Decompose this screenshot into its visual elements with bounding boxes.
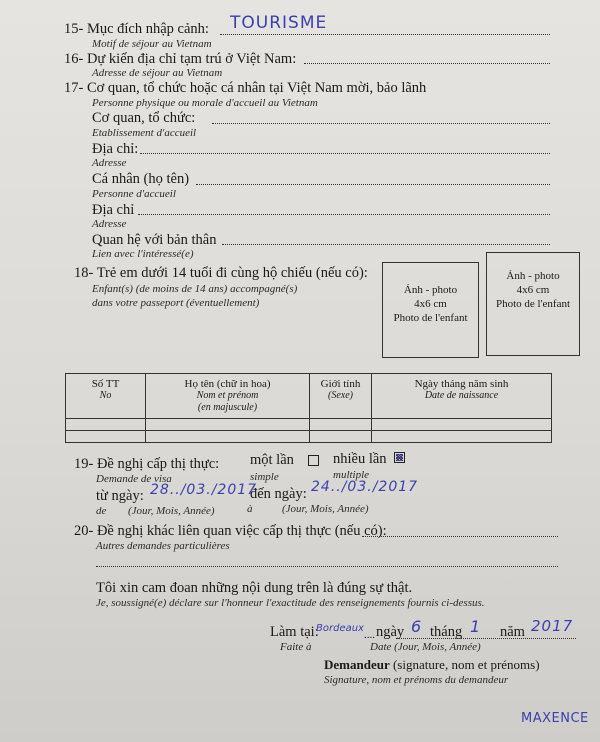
q17-relation-line bbox=[222, 244, 550, 245]
q20-line-1 bbox=[362, 536, 558, 537]
children-table-header bbox=[66, 374, 552, 419]
applicant-line bbox=[324, 657, 540, 673]
month-value: 1 bbox=[470, 617, 482, 636]
col-name-vn: Họ tên (chữ in hoa) bbox=[184, 378, 271, 390]
q15-translation: Motif de séjour au Vietnam bbox=[92, 38, 212, 50]
to-date-label: đến ngày: bbox=[250, 486, 307, 502]
made-at-label: Làm tại: bbox=[270, 624, 319, 640]
q17-person-address-line bbox=[138, 214, 550, 215]
children-table bbox=[65, 373, 552, 443]
q20-line-2 bbox=[96, 566, 558, 567]
col-name bbox=[146, 374, 310, 419]
handwritten-signed-name: MAXENCE bbox=[521, 711, 589, 726]
from-date-label: từ ngày: bbox=[96, 488, 144, 504]
q17-person-translation: Personne d'accueil bbox=[92, 188, 176, 200]
q15-handwritten-value: TOURISME bbox=[230, 13, 328, 33]
q16-translation: Adresse de séjour au Vietnam bbox=[92, 67, 223, 79]
child-photo-box-1 bbox=[382, 262, 479, 358]
q17-relation-label: Quan hệ với bản thân bbox=[92, 232, 217, 248]
single-entry-label: một lần bbox=[250, 452, 294, 468]
year-value: 2017 bbox=[531, 617, 574, 635]
col-sex bbox=[310, 374, 372, 419]
q15-label: 15- Mục đích nhập cảnh: bbox=[64, 21, 209, 37]
q17-translation: Personne physique ou morale d'accueil au Vietnam bbox=[92, 97, 318, 109]
applicant-note: (signature, nom et prénoms) bbox=[392, 657, 540, 672]
col-dob-fr: Date de naissance bbox=[424, 390, 499, 401]
made-at-value: Bordeaux bbox=[316, 623, 364, 634]
q17-org-address-translation: Adresse bbox=[92, 157, 127, 169]
q16-label: 16- Dự kiến địa chỉ tạm trú ở Việt Nam: bbox=[64, 51, 297, 67]
table-row bbox=[66, 431, 552, 443]
col-number-fr: No bbox=[99, 390, 112, 401]
month-label: tháng bbox=[430, 624, 463, 640]
col-sex-vn: Giới tính bbox=[320, 378, 361, 390]
child-photo-box-2 bbox=[486, 252, 580, 356]
to-date-format: (Jour, Mois, Année) bbox=[282, 503, 369, 515]
q17-label: 17- Cơ quan, tổ chức hoặc cá nhân tại Việt Nam mời, bảo lãnh bbox=[64, 80, 427, 96]
q16-line bbox=[304, 63, 550, 64]
q17-org-label: Cơ quan, tổ chức: bbox=[92, 110, 196, 126]
day-label: ngày bbox=[376, 624, 405, 640]
date-line bbox=[396, 638, 576, 639]
photo-1-caption: Photo de l'enfant bbox=[393, 312, 468, 324]
photo-2-label: Ảnh - photo bbox=[506, 270, 560, 282]
q17-person-address-translation: Adresse bbox=[92, 218, 127, 230]
q17-relation-translation: Lien avec l'intéressé(e) bbox=[92, 248, 194, 260]
photo-1-size: 4x6 cm bbox=[414, 298, 447, 310]
to-a: à bbox=[247, 503, 253, 515]
table-row bbox=[66, 419, 552, 431]
date-translation: Date (Jour, Mois, Année) bbox=[370, 641, 481, 653]
multiple-entry-checkbox[interactable] bbox=[394, 452, 405, 463]
applicant-translation: Signature, nom et prénoms du demandeur bbox=[324, 674, 509, 686]
q20-translation: Autres demandes particulières bbox=[96, 540, 230, 552]
declaration-fr: Je, soussigné(e) déclare sur l'honneur l'exactitude des renseignements fournis ci-dessus. bbox=[96, 597, 485, 609]
multiple-entry-translation: multiple bbox=[333, 469, 370, 481]
photo-2-size: 4x6 cm bbox=[516, 284, 550, 296]
from-date-format: (Jour, Mois, Année) bbox=[128, 505, 215, 517]
q15-line bbox=[220, 34, 550, 35]
col-sex-fr: (Sexe) bbox=[328, 390, 353, 401]
q17-person-line bbox=[196, 184, 550, 185]
from-de: de bbox=[96, 505, 107, 517]
q17-org-line bbox=[212, 123, 550, 124]
col-dob bbox=[372, 374, 552, 419]
applicant-label: Demandeur bbox=[324, 657, 390, 672]
q18-translation-1: Enfant(s) (de moins de 14 ans) accompagné(s) bbox=[92, 283, 298, 295]
visa-application-form-page: 15- Mục đích nhập cảnh: TOURISME Motif de séjour au Vietnam 16- Dự kiến địa chỉ tạm trú ở Việt Nam: Adresse de séjour au Vietnam 17- Cơ quan, tổ chức hoặc cá nhân tại Việt Nam mời, bảo lãnh Personne physique ou morale d'accueil au Vietnam Cơ quan, tổ chức: Etablissement d'accueil Địa chỉ: Adresse Cá nhân (họ tên) Personne d'accueil Địa chỉ Adresse Quan hệ với bản thân Lien avec l'intéressé(e) 18- Trẻ em dưới 14 tuổi đi cùng hộ chiếu (nếu có): Enfant(s) (de moins de 14 ans) accompagné(s) dans votre passeport (éventuellement) Ảnh - photo 4x6 cm Photo de l'enfant Ảnh - photo 4x6 cm Photo de l'enfant Số TT No Họ tên (chữ in hoa) Nom et prénom (en majuscule) Giới tính (Sexe) Ngày tháng năm sinh Date de naissance 19- Đề nghị cấp thị thực: một lần nhiều lần Demande de visa simple multiple từ ngày: 28../03./2017. đến ngày: 24../03./2017 de (Jour, Mois, Année) à (Jour, Mois, Année) 20- Đề nghị khác liên quan việc cấp thị thực (nếu có): Autres demandes particulières Tôi xin cam đoan những nội dung trên là đúng sự thật. Je, soussigné(e) déclare sur l'honneur l'exactitude des renseignements fournis ci-dessus. Làm tại: Bordeaux .... ngày 6 tháng 1 năm 2017 Faite à Date (Jour, Mois, Année) Demandeur (signature, nom et prénoms) Signature, nom et prénoms du demandeur MAXENCE bbox=[0, 0, 600, 742]
q17-person-label: Cá nhân (họ tên) bbox=[92, 171, 190, 187]
year-label: năm bbox=[500, 624, 525, 640]
col-number bbox=[66, 374, 146, 419]
q18-translation-2: dans votre passeport (éventuellement) bbox=[92, 297, 260, 309]
q19-label: 19- Đề nghị cấp thị thực: bbox=[74, 456, 220, 472]
to-date-value: 24../03./2017 bbox=[311, 479, 419, 495]
multiple-entry-label: nhiều lần bbox=[333, 451, 387, 467]
made-at-translation: Faite à bbox=[280, 641, 312, 653]
col-name-fr2: (en majuscule) bbox=[197, 402, 258, 413]
photo-2-caption: Photo de l'enfant bbox=[495, 298, 571, 310]
declaration-vn: Tôi xin cam đoan những nội dung trên là đúng sự thật. bbox=[96, 580, 413, 596]
q20-label: 20- Đề nghị khác liên quan việc cấp thị thực (nếu có): bbox=[74, 523, 387, 539]
photo-1-label: Ảnh - photo bbox=[403, 284, 458, 296]
single-entry-checkbox[interactable] bbox=[308, 455, 319, 466]
q17-org-address-line bbox=[140, 153, 550, 154]
single-entry-translation: simple bbox=[250, 471, 279, 483]
q18-label: 18- Trẻ em dưới 14 tuổi đi cùng hộ chiếu (nếu có): bbox=[74, 265, 368, 281]
col-dob-vn: Ngày tháng năm sinh bbox=[414, 378, 509, 390]
q19-translation: Demande de visa bbox=[96, 473, 172, 485]
from-date-value: 28../03./2017. bbox=[150, 482, 263, 498]
col-name-fr: Nom et prénom bbox=[196, 390, 259, 401]
q17-person-address-label: Địa chỉ bbox=[92, 202, 135, 218]
day-value: 6 bbox=[411, 617, 423, 636]
q17-org-translation: Etablissement d'accueil bbox=[92, 127, 197, 139]
q17-org-address-label: Địa chỉ: bbox=[92, 141, 139, 157]
col-number-vn: Số TT bbox=[91, 378, 120, 390]
